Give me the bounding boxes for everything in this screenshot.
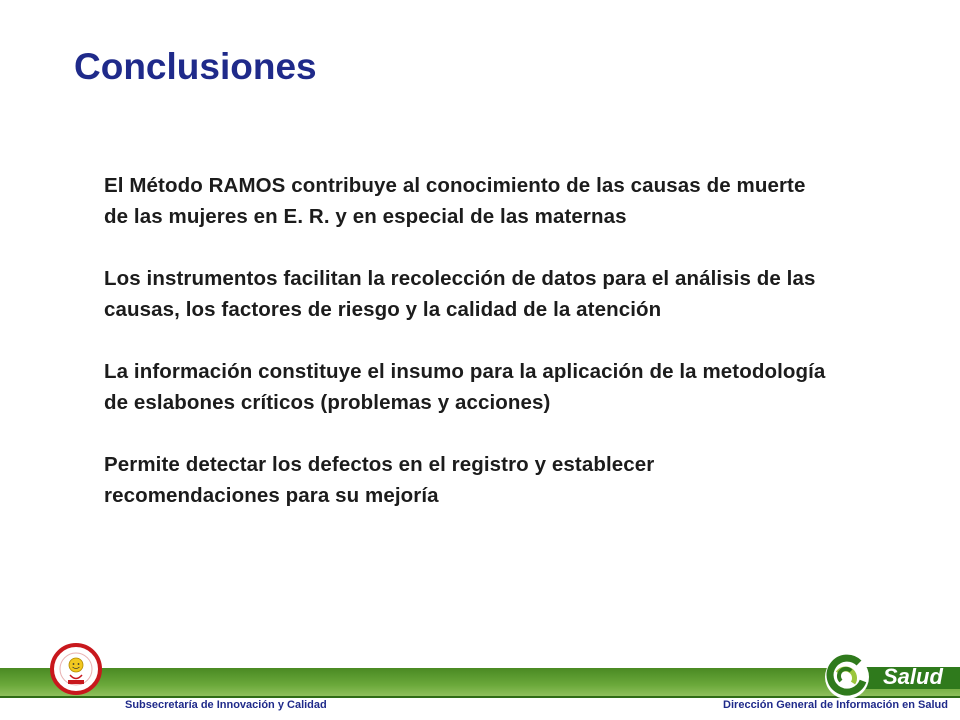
footer-right-text: Dirección General de Información en Salud xyxy=(723,699,948,711)
conclusion-item: Permite detectar los defectos en el registro y establecer recomendaciones para su mejoría xyxy=(104,453,655,507)
conclusion-item: La información constituye el insumo para la aplicación de la metodología de eslabones críticos (problemas y acciones) xyxy=(104,360,826,414)
slide-title: Conclusiones xyxy=(74,46,317,87)
cruzada-nacional-seal-icon xyxy=(50,643,102,695)
footer-left-text: Subsecretaría de Innovación y Calidad xyxy=(125,699,327,711)
conclusions-list xyxy=(104,170,834,542)
conclusion-item: Los instrumentos facilitan la recolección de datos para el análisis de las causas, los factores de riesgo y la calidad de la atención xyxy=(104,267,816,321)
conclusion-item: El Método RAMOS contribuye al conocimiento de las causas de muerte de las mujeres en E. R. y en especial de las maternas xyxy=(104,174,806,228)
salud-logo-label: Salud xyxy=(883,664,943,689)
